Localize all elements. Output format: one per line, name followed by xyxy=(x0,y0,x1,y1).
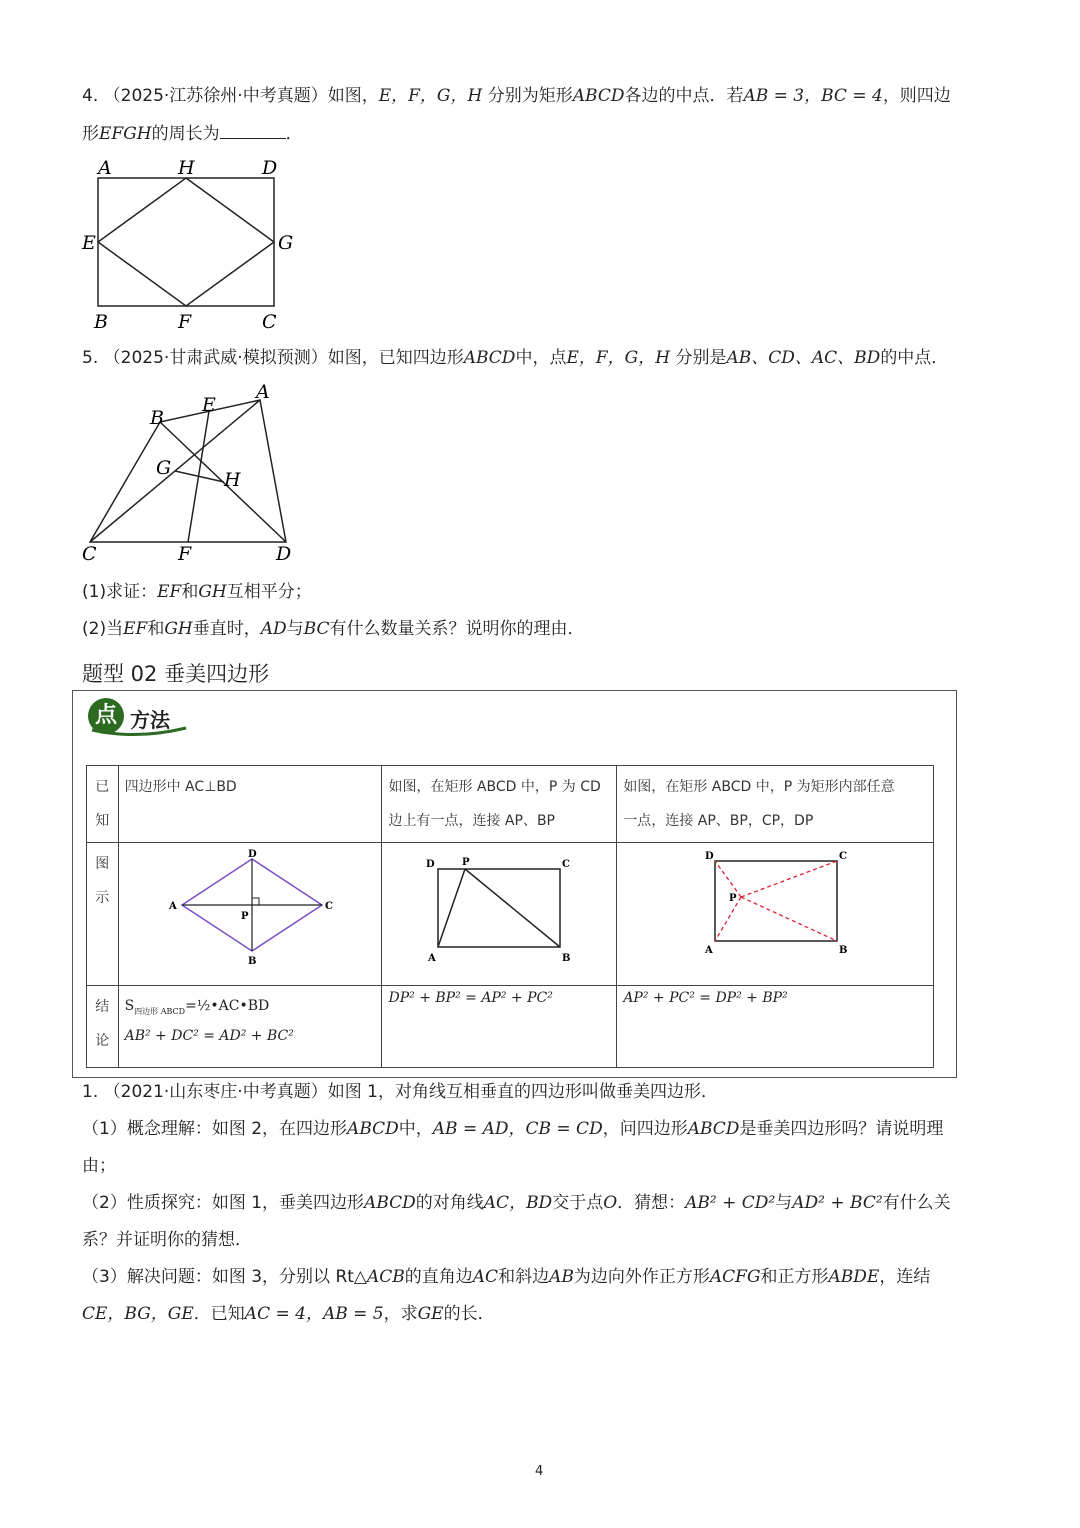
q1-part-3-line-1: （3）解决问题：如图 3，分别以 Rt△ACB的直角边AC和斜边AB为边向外作正方形ACFG和正方形ABDE，连结 xyxy=(82,1267,931,1287)
label-D: D xyxy=(276,543,292,565)
method-table xyxy=(86,765,934,1068)
c1-conclusion: $S_{四边形 ABCD}=\frac{1}{2}•AC•BD$ AB² + DC² = AD² + BC² xyxy=(118,986,382,1068)
label-G: G xyxy=(278,232,294,254)
q4-line-1: 4. （2025·江苏徐州·中考真题）如图，E，F，G，H 分别为矩形ABCD各边的中点．若AB = 3，BC = 4，则四边 xyxy=(82,86,951,106)
rhombus-efgh xyxy=(98,178,274,306)
q5-part-1: (1)求证：EF和GH互相平分； xyxy=(82,582,312,602)
method-badge xyxy=(86,698,190,738)
label-G: G xyxy=(156,457,172,479)
row-figure xyxy=(87,843,934,986)
q4-line-2: 形EFGH的周长为 ． xyxy=(82,120,303,146)
label-B: B xyxy=(94,311,108,333)
q1-intro: 1. （2021·山东枣庄·中考真题）如图 1，对角线互相垂直的四边形叫做垂美四边形． xyxy=(82,1082,718,1102)
c3-conclusion: AP² + PC² = DP² + BP² xyxy=(617,986,934,1068)
q1-part-3-line-2: CE，BG，GE．已知AC = 4，AB = 5，求GE的长． xyxy=(82,1304,495,1324)
label-C: C xyxy=(324,901,333,912)
label-C: C xyxy=(82,543,97,565)
label-B: B xyxy=(562,953,571,964)
label-B: B xyxy=(150,407,164,429)
label-B: B xyxy=(247,956,257,967)
label-C: C xyxy=(562,859,571,870)
label-D: D xyxy=(705,851,714,862)
label-D: D xyxy=(247,849,257,860)
label-B: B xyxy=(839,945,848,956)
label-A: A xyxy=(256,381,270,403)
c2-known: 如图，在矩形 ABCD 中，P 为 CD 边上有一点，连接 AP、BP xyxy=(382,766,617,843)
kite-figure xyxy=(125,847,375,977)
q1-part-1-line-2: 由； xyxy=(82,1156,116,1176)
c1-figure xyxy=(118,843,382,986)
label-P: P xyxy=(462,857,471,868)
c2-figure xyxy=(382,843,617,986)
row-conclusion-header: 结 论 xyxy=(87,986,119,1068)
label-E: E xyxy=(202,394,216,416)
label-P: P xyxy=(240,911,249,922)
section-title: 题型 02 垂美四边形 xyxy=(82,662,270,686)
label-H: H xyxy=(178,157,195,179)
quad-abcd xyxy=(90,400,286,542)
q4-figure xyxy=(78,150,308,336)
label-A: A xyxy=(98,157,112,179)
label-C: C xyxy=(839,851,848,862)
label-C: C xyxy=(262,311,277,333)
label-A: A xyxy=(168,901,177,912)
rect-p-top-figure xyxy=(388,847,608,977)
q5-figure xyxy=(76,378,306,568)
q1-part-2-line-2: 系？并证明你的猜想． xyxy=(82,1230,252,1250)
row-known xyxy=(87,766,934,843)
q1-part-2-line-1: （2）性质探究：如图 1，垂美四边形ABCD的对角线AC，BD交于点O．猜想：AB² + CD²与AD² + BC²有什么关 xyxy=(82,1193,951,1213)
rect-abcd xyxy=(98,178,274,306)
label-A: A xyxy=(428,953,437,964)
label-H: H xyxy=(224,469,241,491)
q1-part-1-line-1: （1）概念理解：如图 2，在四边形ABCD中，AB = AD，CB = CD，问四边形ABCD是垂美四边形吗？请说明理 xyxy=(82,1119,944,1139)
c2-conclusion: DP² + BP² = AP² + PC² xyxy=(382,986,617,1068)
label-D: D xyxy=(262,157,278,179)
row-known-header: 已 知 xyxy=(87,766,119,843)
label-F: F xyxy=(178,543,192,565)
label-F: F xyxy=(178,311,192,333)
badge-label: 方法 xyxy=(130,708,170,732)
label-A: A xyxy=(705,945,714,956)
answer-blank xyxy=(220,120,286,139)
label-P: P xyxy=(729,893,737,904)
row-figure-header: 图 示 xyxy=(87,843,119,986)
label-E: E xyxy=(82,232,96,254)
row-conclusion xyxy=(87,986,934,1068)
label-D: D xyxy=(426,859,436,870)
q5-line-1: 5. （2025·甘肃武威·模拟预测）如图，已知四边形ABCD中，点E，F，G，H 分别是AB、CD、AC、BD的中点． xyxy=(82,348,949,368)
c3-known: 如图，在矩形 ABCD 中，P 为矩形内部任意 一点，连接 AP、BP，CP，DP xyxy=(617,766,934,843)
badge-circle: 点 xyxy=(88,698,124,734)
page-number: 4 xyxy=(535,1464,544,1479)
q5-part-2: (2)当EF和GH垂直时，AD与BC有什么数量关系？说明你的理由． xyxy=(82,619,585,639)
c1-known: 四边形中 AC⊥BD xyxy=(118,766,382,843)
rect-p-inside-figure xyxy=(623,847,923,977)
c3-figure xyxy=(617,843,934,986)
